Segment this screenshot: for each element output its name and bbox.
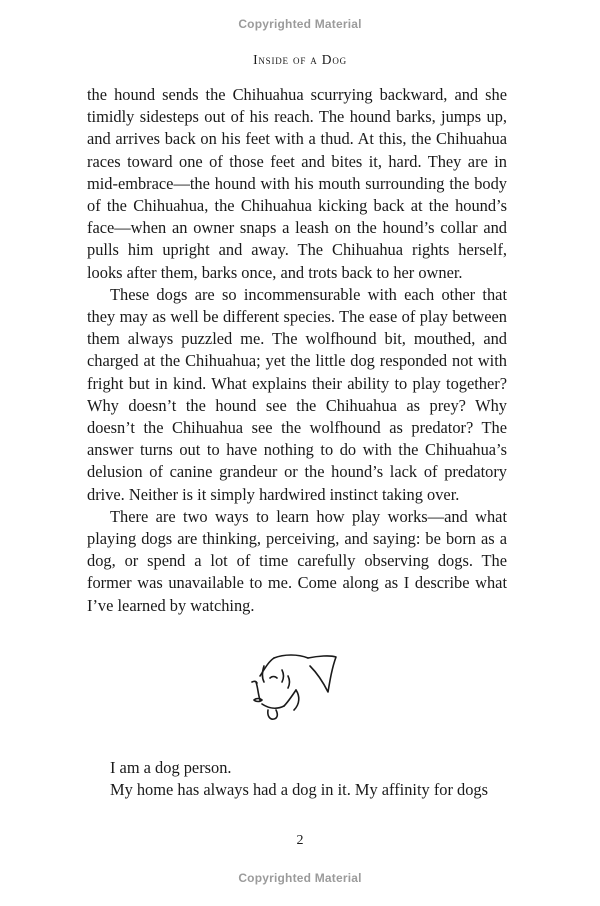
dog-head-sketch-icon	[248, 652, 340, 726]
page-number: 2	[296, 833, 304, 848]
running-head: Inside of a Dog	[253, 52, 347, 67]
copyright-watermark-bottom: Copyrighted Material	[238, 871, 362, 885]
paragraph: These dogs are so incommensurable with each other that they may as well be different species. The ease of play between them always puzzled me. The wolfhound bit, mouthed, and charged at the Chihuahua; yet the little dog responded not with fright but in kind. What explains their ability to play together? Why doesn’t the hound see the Chihuahua as prey? Why doesn’t the Chihuahua see the wolfhound as predator? The answer turns out to have nothing to do with the Chihuahua’s delusion of canine grandeur or the hound’s lack of predatory drive. Neither is it simply hardwired instinct taking over.	[87, 284, 507, 504]
body-text-bottom	[87, 757, 507, 801]
paragraph: My home has always had a dog in it. My affinity for dogs	[110, 780, 488, 800]
paragraph: the hound sends the Chihuahua scurrying backward, and she timidly sidesteps out of his reach. The hound barks, jumps up, and arrives back on his feet with a thud. At this, the Chihuahua races toward one of those feet and bites it, hard. They are in mid-embrace—the hound with his mouth surrounding the body of the Chihuahua, the Chihuahua kicking back at the hound’s face—when an owner snaps a leash on the hound’s collar and pulls him upright and away. The Chihuahua rights herself, looks after them, barks once, and trots back to her owner.	[87, 85, 507, 282]
body-text-top	[87, 84, 507, 617]
copyright-watermark-top: Copyrighted Material	[238, 17, 362, 31]
paragraph: There are two ways to learn how play works—and what playing dogs are thinking, perceiving, and saying: be born as a dog, or spend a lot of time carefully observing dogs. The former was unavailable to me. Come along as I describe what I’ve learned by watching.	[87, 506, 507, 615]
paragraph: I am a dog person.	[110, 758, 232, 777]
